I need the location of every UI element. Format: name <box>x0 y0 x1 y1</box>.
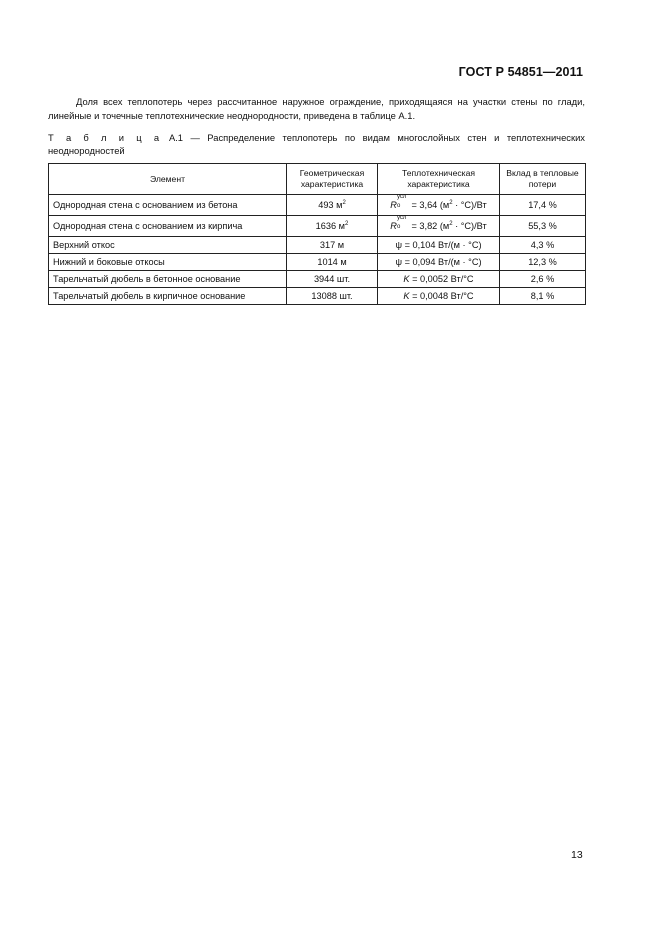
cell-thermal <box>378 271 500 288</box>
document-standard-code: ГОСТ Р 54851—2011 <box>458 65 583 79</box>
table-caption <box>48 131 585 157</box>
geom-unit: м <box>338 221 345 231</box>
thermal-exponent: 2 <box>449 200 453 206</box>
thermal-value: = 3,82 (м <box>408 221 450 231</box>
intro-paragraph: Доля всех теплопотерь через рассчитанное наружное ограждение, приходящаяся на участки стены по глади, линейные и точечные теплотехнические неоднородности, приведена в таблице А.1. <box>48 96 585 121</box>
cell-element: Нижний и боковые откосы <box>49 254 287 271</box>
thermal-subscript: o <box>396 224 401 230</box>
cell-element: Однородная стена с основанием из бетона <box>49 195 287 216</box>
cell-geometry <box>287 216 378 237</box>
thermal-symbol: K <box>403 291 410 301</box>
thermal-symbol: R <box>390 200 397 210</box>
cell-thermal: ψ = 0,094 Вт/(м · °С) <box>378 254 500 271</box>
table-caption-prefix: Т а б л и ц а <box>48 132 162 143</box>
cell-element: Тарельчатый дюбель в бетонное основание <box>49 271 287 288</box>
cell-geometry: 1014 м <box>287 254 378 271</box>
header-geometry: Геометрическая характеристика <box>287 164 378 195</box>
thermal-exponent: 2 <box>449 221 453 227</box>
geom-value: 1636 <box>315 221 337 231</box>
table-caption-text: А.1 — Распределение теплопотерь по видам многослойных стен и теплотехнических неоднородностей <box>48 132 585 156</box>
table-row <box>49 271 586 288</box>
thermal-subscript: o <box>396 203 401 209</box>
cell-share: 12,3 % <box>500 254 586 271</box>
header-share: Вклад в тепловые потери <box>500 164 586 195</box>
page-number: 13 <box>571 849 583 861</box>
header-thermal: Теплотехническая характеристика <box>378 164 500 195</box>
header-element: Элемент <box>49 164 287 195</box>
cell-thermal: ψ = 0,104 Вт/(м · °С) <box>378 237 500 254</box>
geom-exponent: 2 <box>345 221 349 227</box>
cell-thermal <box>378 288 500 305</box>
cell-element: Верхний откос <box>49 237 287 254</box>
heat-loss-table <box>48 163 586 305</box>
geom-unit: м <box>336 200 343 210</box>
thermal-superscript: усл <box>396 215 407 221</box>
cell-thermal <box>378 216 500 237</box>
thermal-value: = 3,64 (м <box>408 200 450 210</box>
geom-value: 493 <box>318 200 334 210</box>
table-header-row <box>49 164 586 195</box>
cell-thermal <box>378 195 500 216</box>
table-row <box>49 254 586 271</box>
geom-exponent: 2 <box>342 200 346 206</box>
cell-geometry: 317 м <box>287 237 378 254</box>
cell-geometry: 13088 шт. <box>287 288 378 305</box>
table-row <box>49 216 586 237</box>
cell-geometry: 3944 шт. <box>287 271 378 288</box>
thermal-superscript: усл <box>396 194 407 200</box>
thermal-unit: · °С)/Вт <box>452 200 487 210</box>
cell-geometry <box>287 195 378 216</box>
cell-share: 8,1 % <box>500 288 586 305</box>
cell-share: 4,3 % <box>500 237 586 254</box>
cell-element: Тарельчатый дюбель в кирпичное основание <box>49 288 287 305</box>
thermal-symbol: R <box>390 221 397 231</box>
cell-share: 17,4 % <box>500 195 586 216</box>
table-row <box>49 288 586 305</box>
thermal-value: = 0,0048 Вт/°С <box>409 291 474 301</box>
thermal-symbol: K <box>403 274 410 284</box>
thermal-value: = 0,0052 Вт/°С <box>409 274 474 284</box>
cell-share: 2,6 % <box>500 271 586 288</box>
table-row <box>49 195 586 216</box>
thermal-unit: · °С)/Вт <box>452 221 487 231</box>
table-row <box>49 237 586 254</box>
cell-share: 55,3 % <box>500 216 586 237</box>
cell-element: Однородная стена с основанием из кирпича <box>49 216 287 237</box>
